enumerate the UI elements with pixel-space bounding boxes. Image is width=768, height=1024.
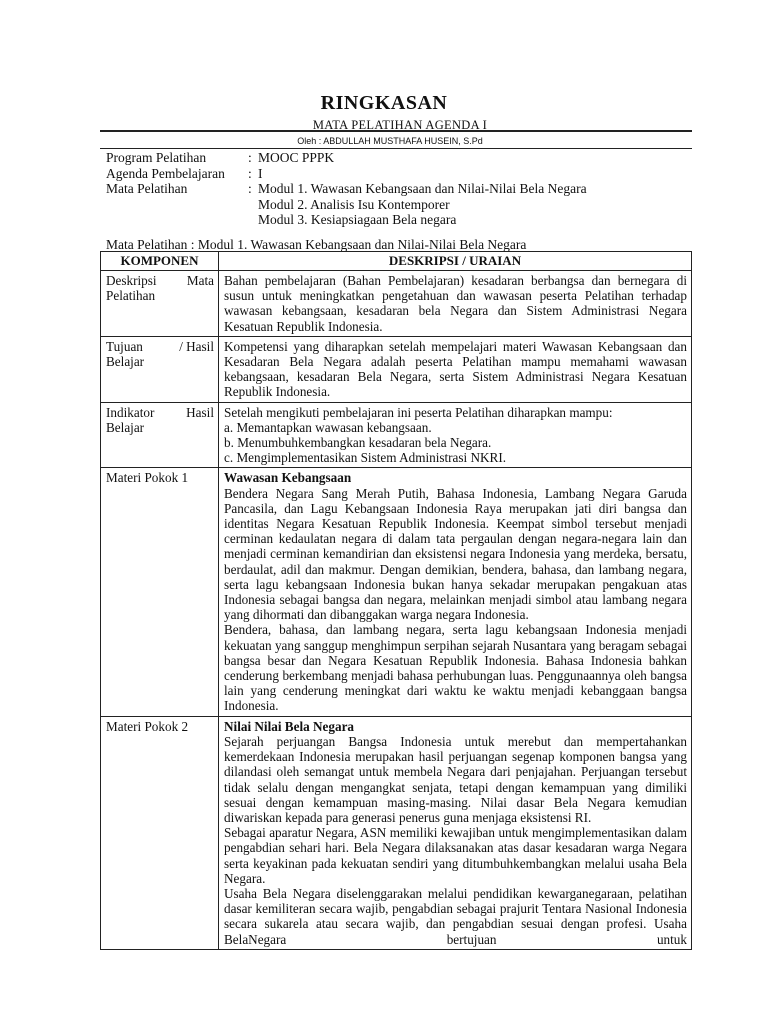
header-rule-top [100, 130, 692, 132]
komponen-cell: Materi Pokok 2 [101, 716, 219, 949]
table-row [101, 402, 692, 468]
meta-label: Agenda Pembelajaran [106, 165, 225, 181]
table-row [101, 336, 692, 402]
komponen-word: Tujuan [106, 338, 143, 354]
document-title: RINGKASAN [320, 92, 448, 114]
meta-row-program [106, 150, 587, 166]
list-item: c. Mengimplementasikan Sistem Administrasi NKRI. [224, 450, 507, 466]
table-row [101, 271, 692, 337]
meta-value-line: Modul 2. Analisis Isu Kontemporer [258, 196, 450, 212]
column-header-komponen: KOMPONEN [101, 252, 219, 271]
paragraph: Bendera Negara Sang Merah Putih, Bahasa Indonesia, Lambang Negara Garuda Pancasila, dan Lagu Kebangsaan Indonesia Raya merupakan jati diri bangsa dan identitas Negara Kesatuan Republik Indonesia. Keempat simbol tersebut menjadi cerminan kedaulatan negara di dalam tata pergaulan dengan negara-negara lain dan menjadi cerminan kemandirian dan eksistensi negara Indonesia yang merdeka, bersatu, berdaulat, adil dan makmur. Dengan demikian, bendera, bahasa, dan lambang negara, serta lagu kebangsaan Indonesia bukan hanya sekadar merupakan pengakuan atas Indonesia sebagai bangsa dan negara, melainkan menjadi simbol atau lambang negara yang dihormati dan dibanggakan warga negara Indonesia. [224, 485, 687, 623]
komponen-word: Hasil [186, 404, 214, 420]
paragraph: Bahan pembelajaran (Bahan Pembelajaran) kesadaran berbangsa dan bernegara di susun untuk meningkatkan pengetahuan dan wawasan peserta Pelatihan terhadap wawasan kebangsaan, kesadaran bela Negara dan Sistem Administrasi Negara Kesatuan Republik Indonesia. [224, 273, 687, 334]
meta-label: Program Pelatihan [106, 150, 207, 165]
meta-value-line: MOOC PPPK [258, 150, 335, 165]
komponen-word: Mata [186, 273, 214, 288]
description-cell [219, 716, 692, 949]
meta-value-line: I [258, 165, 263, 181]
meta-row-agenda [106, 166, 587, 182]
meta-value [258, 150, 334, 166]
meta-value [258, 166, 263, 182]
paragraph: Setelah mengikuti pembelajaran ini peserta Pelatihan diharapkan mampu: [224, 404, 613, 420]
paragraph: Sejarah perjuangan Bangsa Indonesia untuk merebut dan mempertahankan kemerdekaan Indonesia merupakan hasil perjuangan segenap komponen bangsa yang dilandasi oleh semangat untuk membela Negara dari penjajahan. Perjuangan tersebut tidak selalu dengan mengangkat senjata, tetapi dengan kemampuan yang dimiliki sesuai dengan kemampuan masing-masing. Nilai dasar Bela Negara kemudian diwariskan kepada para generasi penerus guna menjaga eksistensi RI. [224, 733, 687, 825]
table-row [101, 716, 692, 949]
meta-colon: : [248, 165, 252, 181]
author-line: Oleh : ABDULLAH MUSTHAFA HUSEIN, S.Pd [297, 136, 483, 146]
description-cell [219, 336, 692, 402]
document-subtitle: MATA PELATIHAN AGENDA I [312, 118, 488, 132]
header-rule-bottom [100, 148, 692, 149]
materi-heading: Nilai Nilai Bela Negara [224, 718, 355, 734]
materi-heading: Wawasan Kebangsaan [224, 470, 352, 486]
summary-table [100, 251, 692, 950]
description-cell [219, 402, 692, 468]
list-item: a. Memantapkan wawasan kebangsaan. [224, 419, 432, 435]
table-row [101, 468, 692, 716]
komponen-word: Deskripsi [106, 273, 157, 288]
komponen-cell: Materi Pokok 1 [101, 468, 219, 716]
column-header-deskripsi: DESKRIPSI / URAIAN [219, 252, 692, 271]
meta-info [106, 150, 587, 228]
section-caption: Mata Pelatihan : Modul 1. Wawasan Kebangsaan dan Nilai-Nilai Bela Negara [106, 237, 527, 252]
meta-value [258, 181, 587, 228]
paragraph: Bendera, bahasa, dan lambang negara, serta lagu kebangsaan Indonesia menjadi kekuatan yang sanggup menghimpun serpihan sejarah Nusantara yang beragam sebagai bangsa besar dan Negara Kesatuan Republik Indonesia. Bahasa Indonesia bahkan cenderung berkembang menjadi bahasa perhubungan luas. Penggunaannya oleh bangsa lain yang cenderung meningkat dari waktu ke waktu menjadi kebanggaan bangsa Indonesia. [224, 622, 687, 714]
paragraph: Kompetensi yang diharapkan setelah mempelajari materi Wawasan Kebangsaan dan Kesadaran Bela Negara adalah peserta Pelatihan mampu memahami wawasan kebangsaan, kesadaran Bela Negara, serta Sistem Administrasi Negara Kesatuan Republik Indonesia. [224, 338, 687, 400]
paragraph: Sebagai aparatur Negara, ASN memiliki kewajiban untuk mengimplementasikan dalam pengabdian sehari hari. Bela Negara dilaksanakan atas dasar kesadaran warga Negara serta keyakinan pada kekuatan sendiri yang ditumbuhkembangkan melalui usaha Bela Negara. [224, 825, 687, 886]
komponen-word: Indikator [106, 404, 155, 420]
meta-value-line: Modul 3. Kesiapsiagaan Bela negara [258, 212, 457, 227]
komponen-word: Belajar [106, 354, 145, 370]
table-header-row [101, 252, 692, 271]
description-cell [219, 468, 692, 716]
komponen-word: Belajar [106, 419, 145, 435]
komponen-cell [101, 336, 219, 402]
paragraph: Usaha Bela Negara diselenggarakan melalui pendidikan kewarganegaraan, pelatihan dasar kemiliteran secara wajib, pengabdian sebagai prajurit Tentara Nasional Indonesia secara sukarela atau secara wajib, dan pengabdian sesuai dengan profesi. Usaha BelaNegara bertujuan untuk [224, 885, 687, 947]
komponen-cell [101, 271, 219, 337]
meta-colon: : [248, 150, 252, 165]
list-item: b. Menumbuhkembangkan kesadaran bela Negara. [224, 435, 492, 451]
komponen-cell [101, 402, 219, 468]
meta-colon: : [248, 181, 252, 196]
description-cell [219, 271, 692, 337]
meta-label: Mata Pelatihan [106, 181, 188, 196]
komponen-word: Pelatihan [106, 288, 156, 304]
meta-row-mata-pelatihan [106, 181, 587, 228]
meta-value-line: Modul 1. Wawasan Kebangsaan dan Nilai-Nilai Bela Negara [258, 181, 587, 196]
komponen-word: / Hasil [179, 338, 214, 354]
